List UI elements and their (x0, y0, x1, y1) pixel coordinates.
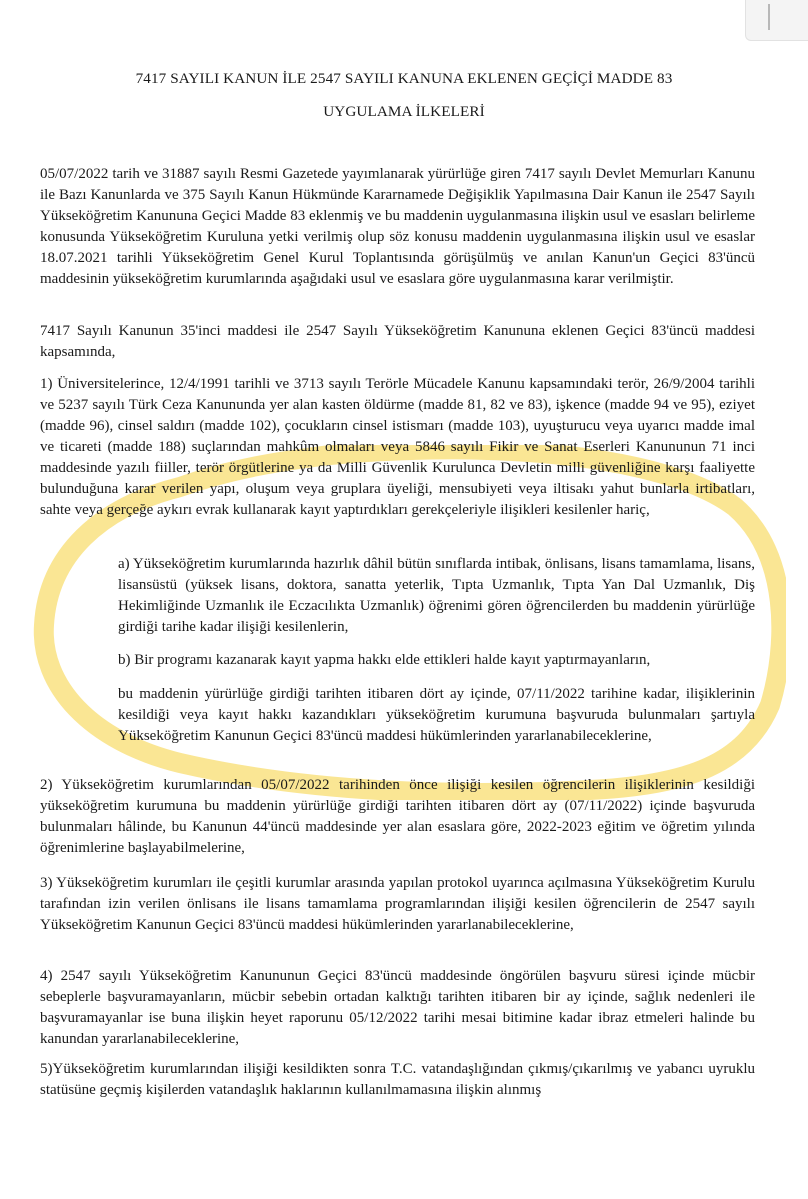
article-item-5: 5)Yükseköğretim kurumlarından ilişiği kesildikten sonra T.C. vatandaşlığından çıkmış/çıkarılmış ve yabancı uyruklu statüsüne geçmiş kişilerden vatandaşlık haklarının kullanılmamasına ilişkin alınmış (40, 1061, 755, 1098)
scrollbar-handle[interactable] (745, 0, 808, 41)
article-item-1-conclusion: bu maddenin yürürlüğe girdiği tarihten itibaren dört ay içinde, 07/11/2022 tarihine kadar, ilişiklerinin kesildiği veya kayıt hakkı kazandıkları yükseköğretim kurumuna başvuruda bulunmaları şartıyla Yükseköğretim Kanunun Geçici 83'üncü maddesi hükümlerinden yararlanabileceklerine, (118, 686, 755, 744)
document-title: 7417 SAYILI KANUN İLE 2547 SAYILI KANUNA EKLENEN GEÇİÇİ MADDE 83 (135, 70, 673, 87)
article-item-2: 2) Yükseköğretim kurumlarından 05/07/2022 tarihinden önce ilişiği kesilen öğrencilerin ilişiklerinin kesildiği yükseköğretim kurumuna bu maddenin yürürlüğe girdiği tarihten itibaren dört ay (07/11/2022) içinde başvuruda bulunmaları hâlinde, bu Kanunun 44'üncü maddesinde yer alan esaslara göre, 2022-2023 eğitim ve öğretim yılında öğrenimlerine başlayabilmelerine, (40, 777, 755, 856)
article-item-1a: a) Yükseköğretim kurumlarında hazırlık dâhil bütün sınıflarda intibak, önlisans, lisans tamamlama, lisans, lisansüstü (yüksek lisans, doktora, sanatta yeterlik, Tıpta Uzmanlık, Tıpta Yan Dal Uzmanlık, Diş Hekimliğinde Uzmanlık ile Eczacılıkta Uzmanlık) öğrenimi gören öğrencilerden bu maddenin yürürlüğe girdiği tarihe kadar ilişiği kesilenlerin, (118, 556, 755, 635)
article-item-4: 4) 2547 sayılı Yükseköğretim Kanununun Geçici 83'üncü maddesinde öngörülen başvuru süresi içinde mücbir sebeplerle başvuramayanların, mücbir sebebin ortadan kalktığı tarihten itibaren bir ay içinde, sağlık nedenleri ile başvuramayanlar ise buna ilişkin heyet raporunu 05/12/2022 tarihi mesai bitimine kadar ibraz etmeleri halinde bu kanundan yararlanabileceklerine, (40, 968, 755, 1047)
article-item-3: 3) Yükseköğretim kurumları ile çeşitli kurumlar arasında yapılan protokol uyarınca açılmasına Yükseköğretim Kurulu tarafından izin verilen önlisans ile lisans tamamlama programlarından ilişiği kesilen öğrencilerin de 2547 sayılı Yükseköğretim Kanunun Geçici 83'üncü maddesi hükümlerinden yararlanabileceklerine, (40, 875, 755, 933)
article-item-1: 1) Üniversitelerince, 12/4/1991 tarihli ve 3713 sayılı Terörle Mücadele Kanunu kapsamındaki terör, 26/9/2004 tarihli ve 5237 sayılı Türk Ceza Kanununda yer alan kasten öldürme (madde 81, 82 ve 83), işkence (madde 94 ve 95), eziyet (madde 96), cinsel saldırı (madde 102), çocukların cinsel istismarı (madde 103), uyuşturucu veya uyarıcı madde imal ve ticareti (madde 188) suçlarından mahkûm olmaları veya 5846 sayılı Fikir ve Sanat Eserleri Kanununun 71 inci maddesinde yazılı fiiller, terör örgütlerine ya da Milli Güvenlik Kurulunca Devletin milli güvenliğine karşı faaliyette bulunduğuna karar verilen yapı, oluşum veya gruplara üyeliği, mensubiyeti veya iltisakı yahut bunlarla irtibatları, sahte veya gerçeğe aykırı evrak kullanarak kayıt yaptırdıkları gerekçeleriyle ilişikleri kesilenler hariç, (40, 376, 755, 518)
article-item-1b: b) Bir programı kazanarak kayıt yapma hakkı elde ettikleri halde kayıt yaptırmayanların, (118, 652, 651, 668)
document-subtitle: UYGULAMA İLKELERİ (323, 103, 485, 120)
scope-paragraph: 7417 Sayılı Kanunun 35'inci maddesi ile 2547 Sayılı Yükseköğretim Kanununa eklenen Geçici 83'üncü maddesi kapsamında, (40, 323, 755, 360)
scrollbar-thumb[interactable] (768, 4, 770, 30)
intro-paragraph: 05/07/2022 tarih ve 31887 sayılı Resmi Gazetede yayımlanarak yürürlüğe giren 7417 sayılı Devlet Memurları Kanunu ile Bazı Kanunlarda ve 375 Sayılı Kanun Hükmünde Kararnamede Değişiklik Yapılmasına Dair Kanun ile 2547 Sayılı Yükseköğretim Kanununa Geçici Madde 83 eklenmiş ve bu maddenin uygulanmasına ilişkin usul ve esasları belirleme konusunda Yükseköğretim Kuruluna yetki verilmiş olup söz konusu maddenin uygulanmasına ilişkin usul ve esaslar 18.07.2021 tarihli Yükseköğretim Genel Kurul Toplantısında görüşülmüş ve anılan Kanun'un Geçici 83'üncü maddesinin yükseköğretim kurumlarında aşağıdaki usul ve esaslara göre uygulanmasına karar verilmiştir. (40, 166, 755, 287)
